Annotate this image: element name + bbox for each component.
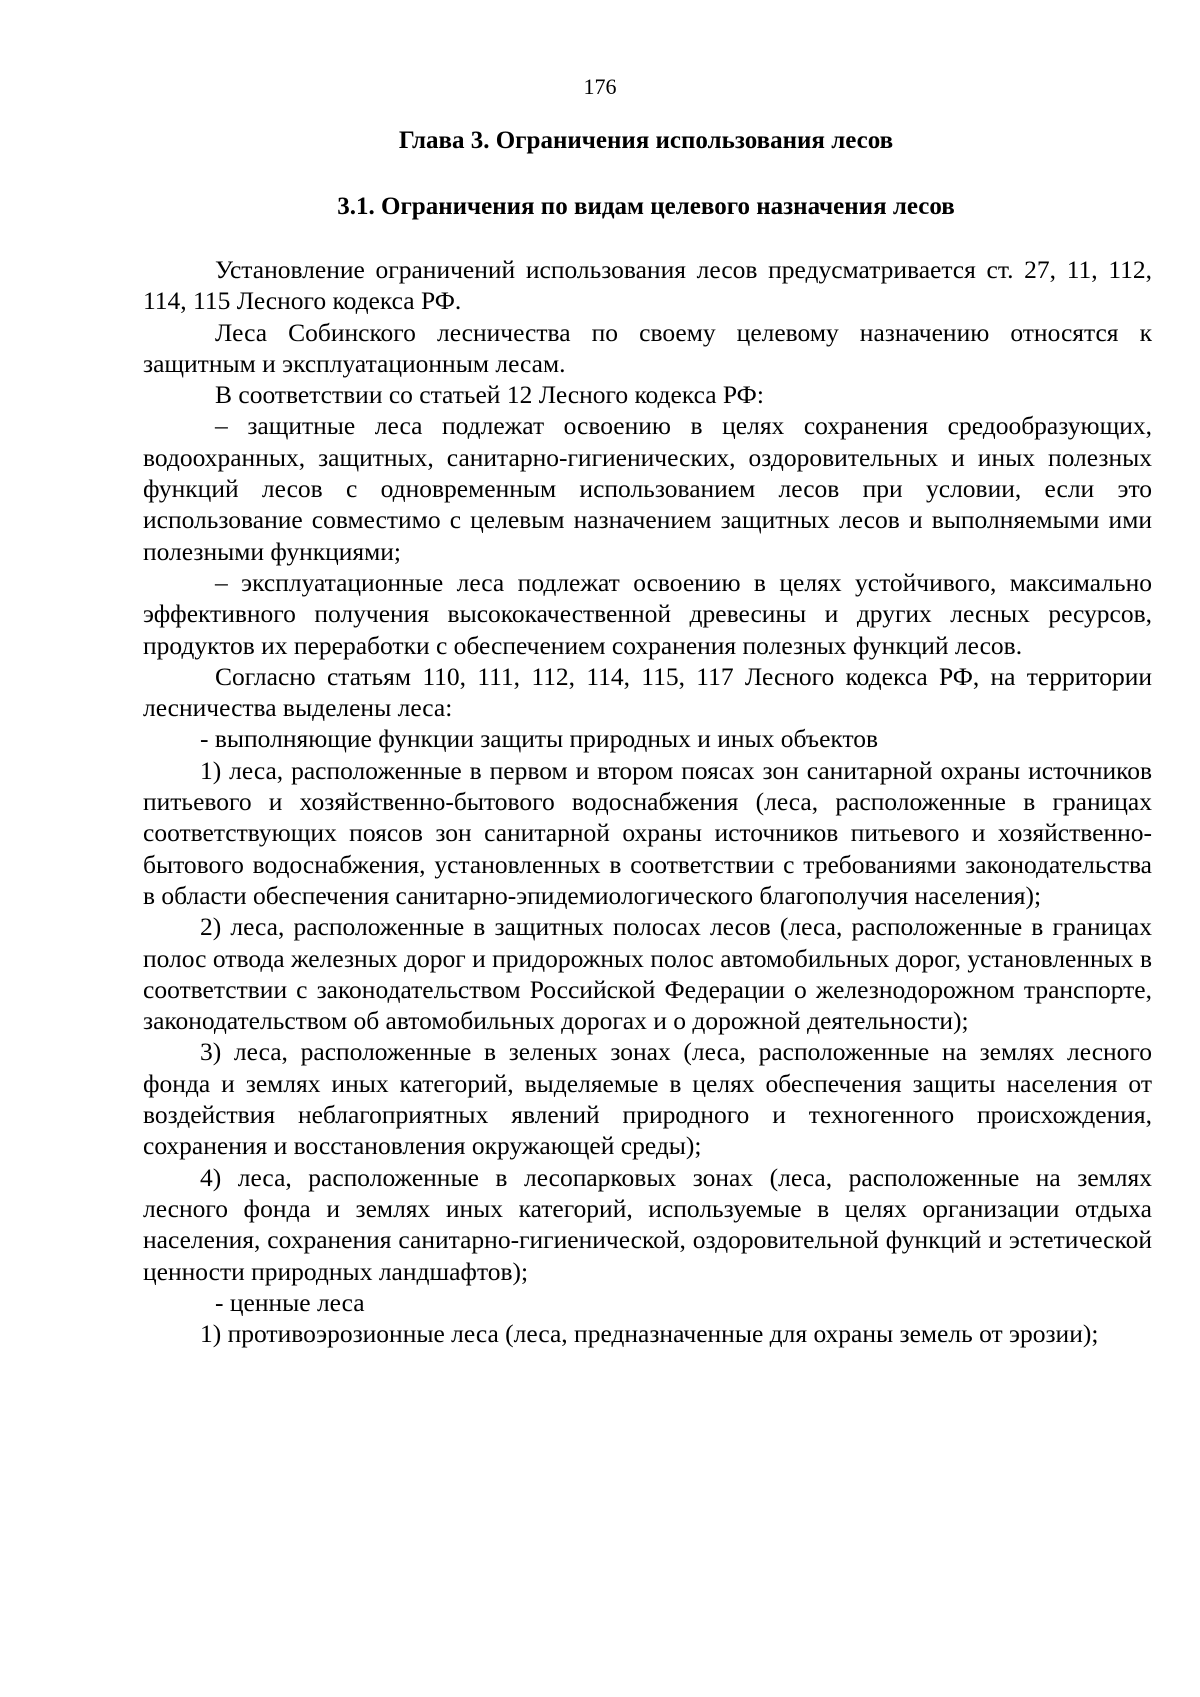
paragraph-forest-purpose: Леса Собинского лесничества по своему целевому назначению относятся к защитным и эксплуатационным лесам. [143,317,1152,378]
list-item-3-green-zones: 3) леса, расположенные в зеленых зонах (леса, расположенные на землях лесного фонда и землях иных категорий, выделяемые в целях обеспечения защиты населения от воздействия неблагоприятных явлений природного и техногенного происхождения, сохранения и восстановления окружающей среды); [143,1037,1152,1161]
page-number: 176 [583,74,617,99]
list-item-valuable-forests: - ценные леса [215,1287,365,1317]
list-item-protective-forests: – защитные леса подлежат освоению в целях сохранения средообразующих, водоохранных, защитных, санитарно-гигиенических, оздоровительных и иных полезных функций лесов с одновременным использованием лесов при условии, если это использование совместимо с целевым назначением защитных лесов и выполняемыми ими полезными функциями; [143,411,1152,566]
paragraph-articles-110-117: Согласно статьям 110, 111, 112, 114, 115, 117 Лесного кодекса РФ, на территории лесничества выделены леса: [143,661,1152,723]
list-item-1-anti-erosion: 1) противоэрозионные леса (леса, предназначенные для охраны земель от эрозии); [200,1319,1099,1349]
list-item-production-forests: – эксплуатационные леса подлежат освоению в целях устойчивого, максимально эффективного получения высококачественной древесины и других лесных ресурсов, продуктов их переработки с обеспечением сохранения полезных функций лесов. [143,567,1152,660]
list-item-protection-functions: - выполняющие функции защиты природных и иных объектов [200,724,879,754]
list-item-2-protective-strips: 2) леса, расположенные в защитных полосах лесов (леса, расположенные в границах полос отвода железных дорог и придорожных полос автомобильных дорог, установленных в соответствии с законодательством Российской Федерации о железнодорожном транспорте, законодательством об автомобильных дорогах и о дорожной деятельности); [143,912,1152,1036]
paragraph-intro: Установление ограничений использования лесов предусматривается ст. 27, 11, 112, 114, 115 Лесного кодекса РФ. [143,255,1152,316]
chapter-title: Глава 3. Ограничения использования лесов [398,127,894,154]
paragraph-article-12: В соответствии со статьей 12 Лесного кодекса РФ: [215,380,764,410]
list-item-4-forest-park-zones: 4) леса, расположенные в лесопарковых зонах (леса, расположенные на землях лесного фонда и землях иных категорий, используемые в целях организации отдыха населения, сохранения санитарно-гигиенической, оздоровительной функций и эстетической ценности природных ландшафтов); [143,1162,1152,1286]
body-text [143,254,1152,1349]
list-item-1-sanitary-zones: 1) леса, расположенные в первом и втором поясах зон санитарной охраны источников питьевого и хозяйственно-бытового водоснабжения (леса, расположенные в границах соответствующих поясов зон санитарной охраны источников питьевого и хозяйственно-бытового водоснабжения, установленных в соответствии с требованиями законодательства в области обеспечения санитарно-эпидемиологического благополучия населения); [143,755,1152,910]
section-title: 3.1. Ограничения по видам целевого назначения лесов [337,193,955,220]
